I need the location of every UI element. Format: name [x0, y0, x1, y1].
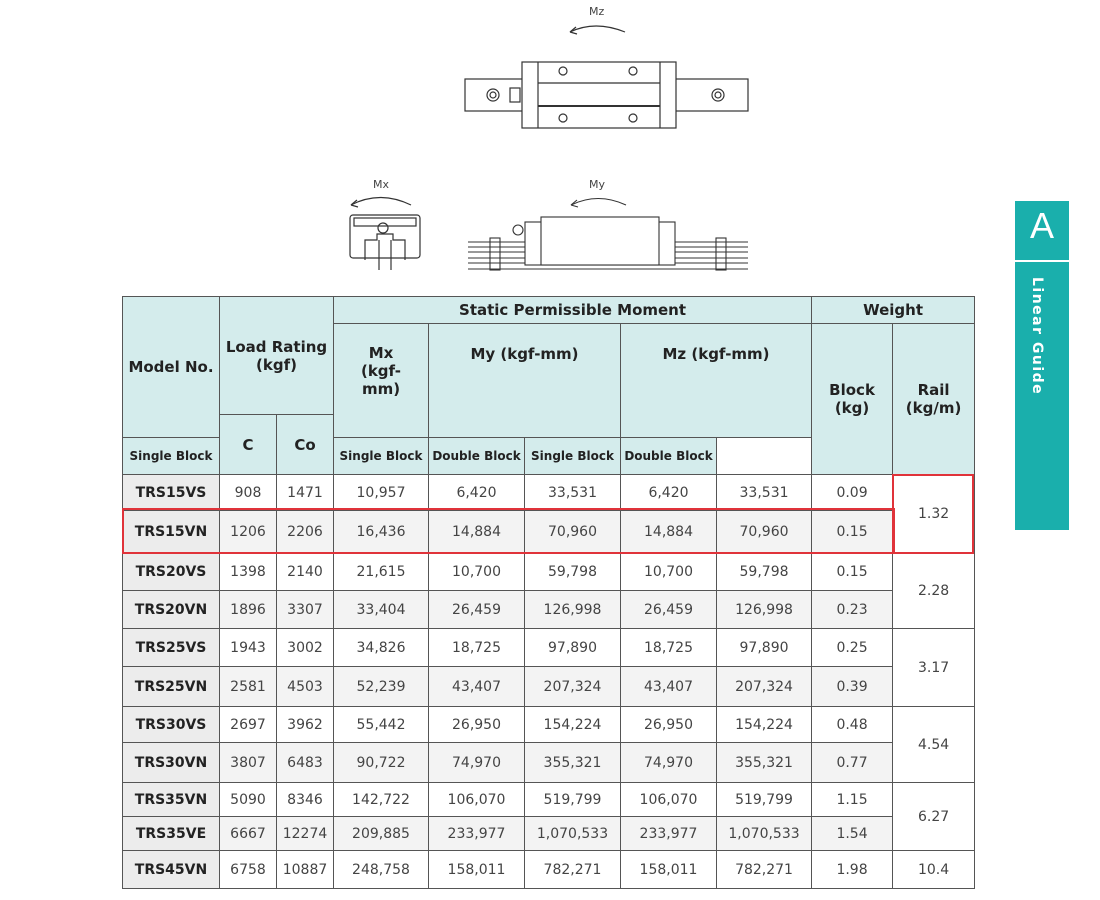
mz-s-cell: 43,407 — [621, 667, 717, 707]
model-cell: TRS15VS — [123, 475, 220, 511]
mx-cell: 16,436 — [334, 511, 429, 553]
co-cell: 1471 — [277, 475, 334, 511]
header-mz-single: Single Block — [525, 438, 621, 475]
my-d-cell: 519,799 — [525, 783, 621, 817]
model-cell: TRS25VN — [123, 667, 220, 707]
co-cell: 8346 — [277, 783, 334, 817]
my-s-cell: 74,970 — [429, 743, 525, 783]
co-cell: 3002 — [277, 629, 334, 667]
section-tab[interactable] — [1015, 201, 1069, 530]
my-s-cell: 158,011 — [429, 851, 525, 889]
mx-cell: 142,722 — [334, 783, 429, 817]
mx-cell: 34,826 — [334, 629, 429, 667]
model-cell: TRS30VS — [123, 707, 220, 743]
header-load-rating: Load Rating (kgf) — [220, 297, 334, 415]
table-row — [123, 475, 975, 511]
table-row — [123, 511, 975, 553]
block-cell: 0.77 — [812, 743, 893, 783]
mz-d-cell: 355,321 — [717, 743, 812, 783]
c-cell: 908 — [220, 475, 277, 511]
mz-d-cell: 207,324 — [717, 667, 812, 707]
section-letter: A — [1029, 205, 1054, 246]
header-block: Block (kg) — [812, 324, 893, 475]
mz-s-cell: 26,459 — [621, 591, 717, 629]
my-d-cell: 355,321 — [525, 743, 621, 783]
mz-s-cell: 6,420 — [621, 475, 717, 511]
block-cell: 1.54 — [812, 817, 893, 851]
header-my-double: Double Block — [429, 438, 525, 475]
header-mz-text: Mz (kgf-mm) — [662, 344, 770, 363]
section-divider — [1015, 260, 1069, 262]
mz-d-cell: 782,271 — [717, 851, 812, 889]
c-cell: 1398 — [220, 553, 277, 591]
my-s-cell: 233,977 — [429, 817, 525, 851]
mz-s-cell: 74,970 — [621, 743, 717, 783]
c-cell: 2697 — [220, 707, 277, 743]
my-d-cell: 97,890 — [525, 629, 621, 667]
my-s-cell: 18,725 — [429, 629, 525, 667]
header-my-text: My (kgf-mm) — [470, 344, 579, 363]
my-d-cell: 70,960 — [525, 511, 621, 553]
side-view-diagram — [463, 190, 753, 275]
mz-label: Mz — [589, 5, 605, 18]
block-cell: 0.48 — [812, 707, 893, 743]
my-d-cell: 59,798 — [525, 553, 621, 591]
top-view-diagram — [460, 18, 760, 133]
c-cell: 1206 — [220, 511, 277, 553]
rail-weight-cell: 4.54 — [893, 707, 975, 783]
header-moment: Static Permissible Moment — [334, 297, 812, 324]
rotation-arrow-icon — [570, 26, 625, 32]
my-d-cell: 33,531 — [525, 475, 621, 511]
table-row — [123, 707, 975, 743]
model-cell: TRS15VN — [123, 511, 220, 553]
block-cell: 1.15 — [812, 783, 893, 817]
mz-d-cell: 154,224 — [717, 707, 812, 743]
mz-d-cell: 126,998 — [717, 591, 812, 629]
mz-d-cell: 97,890 — [717, 629, 812, 667]
block-cell: 0.25 — [812, 629, 893, 667]
model-cell: TRS35VN — [123, 783, 220, 817]
table-row — [123, 667, 975, 707]
mz-s-cell: 26,950 — [621, 707, 717, 743]
block-cell: 0.09 — [812, 475, 893, 511]
header-c: C — [220, 415, 277, 475]
spec-table — [122, 296, 975, 889]
my-label: My — [589, 178, 606, 191]
model-cell: TRS45VN — [123, 851, 220, 889]
rail-weight-cell: 1.32 — [893, 475, 975, 553]
header-my — [429, 324, 621, 438]
my-s-cell: 10,700 — [429, 553, 525, 591]
mz-d-cell: 59,798 — [717, 553, 812, 591]
co-cell: 2140 — [277, 553, 334, 591]
mz-d-cell: 70,960 — [717, 511, 812, 553]
my-s-cell: 6,420 — [429, 475, 525, 511]
co-cell: 10887 — [277, 851, 334, 889]
co-cell: 6483 — [277, 743, 334, 783]
model-cell: TRS20VS — [123, 553, 220, 591]
mz-s-cell: 158,011 — [621, 851, 717, 889]
my-d-cell: 782,271 — [525, 851, 621, 889]
model-cell: TRS35VE — [123, 817, 220, 851]
mx-cell: 10,957 — [334, 475, 429, 511]
co-cell: 3307 — [277, 591, 334, 629]
header-model: Model No. — [123, 297, 220, 438]
co-cell: 12274 — [277, 817, 334, 851]
mz-d-cell: 519,799 — [717, 783, 812, 817]
rail-weight-cell: 3.17 — [893, 629, 975, 707]
table-row — [123, 591, 975, 629]
my-s-cell: 26,459 — [429, 591, 525, 629]
c-cell: 6758 — [220, 851, 277, 889]
c-cell: 3807 — [220, 743, 277, 783]
model-cell: TRS30VN — [123, 743, 220, 783]
co-cell: 2206 — [277, 511, 334, 553]
block-cell: 0.23 — [812, 591, 893, 629]
table-row — [123, 553, 975, 591]
mz-s-cell: 18,725 — [621, 629, 717, 667]
mx-cell: 33,404 — [334, 591, 429, 629]
rail-weight-cell: 10.4 — [893, 851, 975, 889]
my-d-cell: 154,224 — [525, 707, 621, 743]
header-co: Co — [277, 415, 334, 475]
rail-weight-cell: 2.28 — [893, 553, 975, 629]
table-row — [123, 743, 975, 783]
my-s-cell: 43,407 — [429, 667, 525, 707]
block-cell: 0.15 — [812, 511, 893, 553]
mx-label: Mx — [373, 178, 390, 191]
mx-cell: 21,615 — [334, 553, 429, 591]
c-cell: 6667 — [220, 817, 277, 851]
my-s-cell: 14,884 — [429, 511, 525, 553]
c-cell: 5090 — [220, 783, 277, 817]
end-view-diagram — [345, 190, 425, 270]
model-cell: TRS25VS — [123, 629, 220, 667]
mz-s-cell: 233,977 — [621, 817, 717, 851]
table-row — [123, 817, 975, 851]
block-cell: 1.98 — [812, 851, 893, 889]
c-cell: 2581 — [220, 667, 277, 707]
mz-s-cell: 14,884 — [621, 511, 717, 553]
header-weight: Weight — [812, 297, 975, 324]
c-cell: 1943 — [220, 629, 277, 667]
rail-weight-cell: 6.27 — [893, 783, 975, 851]
section-title: Linear Guide — [1029, 277, 1045, 396]
model-cell: TRS20VN — [123, 591, 220, 629]
table-row — [123, 783, 975, 817]
mz-s-cell: 10,700 — [621, 553, 717, 591]
my-d-cell: 1,070,533 — [525, 817, 621, 851]
block-cell: 0.39 — [812, 667, 893, 707]
header-rail: Rail (kg/m) — [893, 324, 975, 475]
co-cell: 4503 — [277, 667, 334, 707]
block-cell: 0.15 — [812, 553, 893, 591]
mx-cell: 209,885 — [334, 817, 429, 851]
mz-d-cell: 1,070,533 — [717, 817, 812, 851]
my-s-cell: 106,070 — [429, 783, 525, 817]
header-mx — [334, 324, 429, 438]
my-d-cell: 126,998 — [525, 591, 621, 629]
header-mz — [621, 324, 812, 438]
mx-cell: 90,722 — [334, 743, 429, 783]
c-cell: 1896 — [220, 591, 277, 629]
header-mz-double: Double Block — [621, 438, 717, 475]
header-mx-single: Single Block — [123, 438, 220, 475]
my-d-cell: 207,324 — [525, 667, 621, 707]
mx-cell: 248,758 — [334, 851, 429, 889]
table-row — [123, 629, 975, 667]
table-row — [123, 851, 975, 889]
mx-cell: 55,442 — [334, 707, 429, 743]
my-s-cell: 26,950 — [429, 707, 525, 743]
header-mx-text: Mx (kgf-mm) — [360, 343, 402, 398]
mz-s-cell: 106,070 — [621, 783, 717, 817]
header-my-single: Single Block — [334, 438, 429, 475]
mx-cell: 52,239 — [334, 667, 429, 707]
mz-d-cell: 33,531 — [717, 475, 812, 511]
co-cell: 3962 — [277, 707, 334, 743]
